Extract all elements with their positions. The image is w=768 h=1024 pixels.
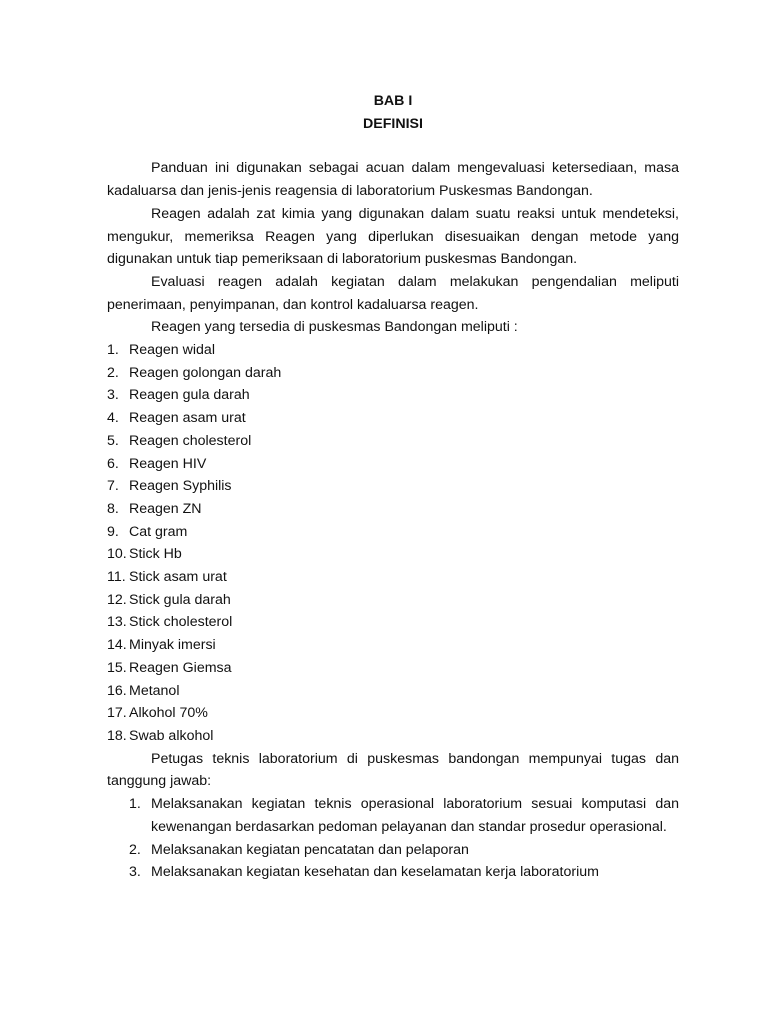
list-item (107, 430, 679, 453)
list-number: 2. (129, 841, 141, 858)
list-item (107, 611, 679, 634)
list-text: Melaksanakan kegiatan pencatatan dan pelaporan (151, 841, 469, 858)
list-number: 8. (107, 500, 119, 517)
list-text: Swab alkohol (129, 727, 214, 744)
reagent-list (107, 339, 679, 748)
list-item (107, 521, 679, 544)
list-number: 14. (107, 637, 127, 654)
list-number: 1. (129, 796, 141, 813)
list-item (107, 362, 679, 385)
list-text: Stick asam urat (129, 569, 227, 586)
list-item (107, 566, 679, 589)
list-item (107, 657, 679, 680)
list-number: 4. (107, 410, 119, 427)
list-text: Stick cholesterol (129, 614, 233, 631)
list-text: Stick Hb (129, 546, 182, 563)
list-item (107, 475, 679, 498)
list-text: Cat gram (129, 523, 188, 540)
list-number: 11. (107, 569, 126, 586)
reagent-list-intro: Reagen yang tersedia di puskesmas Bandongan meliputi : (151, 319, 518, 336)
list-number: 16. (107, 682, 127, 699)
list-text: Minyak imersi (129, 637, 216, 654)
list-item (107, 498, 679, 521)
list-text: Reagen widal (129, 342, 215, 359)
list-item (107, 725, 679, 748)
duties-list (107, 793, 679, 884)
evaluation-definition-paragraph: Evaluasi reagen adalah kegiatan dalam melakukan pengendalian meliputi penerimaan, penyimpanan, dan kontrol kadaluarsa reagen. (107, 273, 679, 313)
list-number: 10. (107, 546, 127, 563)
list-number: 5. (107, 432, 119, 449)
list-item (107, 453, 679, 476)
intro-paragraph: Panduan ini digunakan sebagai acuan dalam mengevaluasi ketersediaan, masa kadaluarsa dan jenis-jenis reagensia di laboratorium Puskesmas Bandongan. (107, 160, 679, 200)
list-text: Melaksanakan kegiatan kesehatan dan keselamatan kerja laboratorium (151, 864, 599, 881)
list-number: 7. (107, 478, 119, 495)
list-item (107, 861, 679, 884)
list-number: 15. (107, 659, 127, 676)
list-text: Reagen cholesterol (129, 432, 252, 449)
list-number: 2. (107, 364, 119, 381)
list-item (107, 407, 679, 430)
list-number: 6. (107, 455, 119, 472)
list-item (107, 634, 679, 657)
list-number: 12. (107, 591, 127, 608)
list-number: 18. (107, 727, 127, 744)
list-text: Metanol (129, 682, 180, 699)
reagent-definition-paragraph: Reagen adalah zat kimia yang digunakan dalam suatu reaksi untuk mendeteksi, mengukur, memeriksa Reagen yang diperlukan disesuaikan dengan metode yang digunakan untuk tiap pemeriksaan di laboratorium puskesmas Bandongan. (107, 205, 679, 268)
list-item (107, 384, 679, 407)
list-number: 13. (107, 614, 127, 631)
list-text: Reagen ZN (129, 500, 202, 517)
chapter-title: DEFINISI (363, 115, 423, 132)
list-item (107, 702, 679, 725)
list-item (107, 680, 679, 703)
list-text: Reagen golongan darah (129, 364, 282, 381)
chapter-heading: BAB I (373, 93, 413, 109)
list-number: 3. (129, 864, 141, 881)
list-text: Reagen HIV (129, 455, 207, 472)
list-text: Melaksanakan kegiatan teknis operasional laboratorium sesuai komputasi dan kewenangan berdasarkan pedoman pelayanan dan standar prosedur operasional. (151, 796, 679, 835)
list-text: Alkohol 70% (129, 705, 208, 722)
list-item (107, 793, 679, 838)
list-text: Reagen asam urat (129, 410, 246, 427)
list-text: Reagen Giemsa (129, 659, 232, 676)
list-text: Reagen gula darah (129, 387, 250, 404)
list-number: 17. (107, 705, 127, 722)
duties-intro-paragraph: Petugas teknis laboratorium di puskesmas bandongan mempunyai tugas dan tanggung jawab: (107, 750, 679, 790)
list-text: Reagen Syphilis (129, 478, 232, 495)
list-item (107, 589, 679, 612)
list-number: 1. (107, 342, 119, 359)
document-body (107, 90, 679, 884)
list-number: 9. (107, 523, 119, 540)
list-item (107, 839, 679, 862)
list-text: Stick gula darah (129, 591, 231, 608)
list-item (107, 339, 679, 362)
list-number: 3. (107, 387, 119, 404)
list-item (107, 543, 679, 566)
